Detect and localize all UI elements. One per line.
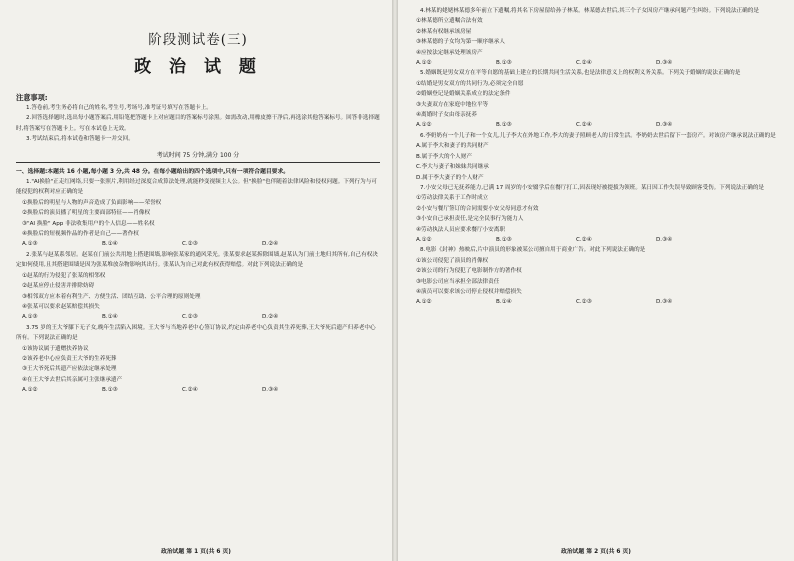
question-item: ②小安与餐厅签订的合同需要小安父母同意才有效: [416, 205, 539, 212]
question-item: ③林某德的子女均为第一顺序继承人: [416, 39, 505, 46]
question-item: ③王大爷死后其遗产应依法定继承处理: [22, 366, 117, 373]
question-item: ②婚姻登记是婚姻关系成立的法定条件: [416, 91, 511, 98]
question-item: ①结婚是男女双方的共同行为,必须完全自愿: [416, 80, 524, 87]
answer-option: D.②④: [262, 314, 279, 321]
question-stem: 3.75 岁的王大爷膝下无子女,晚年生活陷入困境。王大爷与当地养老中心签订协议,约定由养老中心负责其生养死葬,王大爷死后遗产归养老中心所有。下列说法正确的是: [16, 324, 376, 342]
question-stem: 4.林某的姥姥林某德多年前立下遗嘱,将其名下房屋留给孙子林某。林某德去世后,其三个子女因房产继承问题产生纠纷。下列说法正确的是: [420, 8, 759, 14]
question-item: ③夫妻双方在家庭中地位平等: [416, 101, 489, 108]
question: [410, 183, 780, 245]
question-item: ③"AI 换脸" App 非法收集用户的个人信息——姓名权: [22, 220, 155, 227]
question-stem: 7.小安父母已无抚养能力,已满 17 周岁的小安辍学后在餐厅打工,因表现好被提拔为领班。某日因工作失误导致顾客受伤。下列说法正确的是: [420, 184, 765, 191]
answer-option: C.②④: [576, 122, 592, 129]
question-item: ④张某可以要求赵某赔偿其损失: [22, 303, 100, 310]
answer-option: C.②④: [576, 236, 592, 243]
notice-item: 3.考试结束后,将本试卷和答题卡一并交回。: [26, 136, 134, 143]
answer-option: B.①④: [102, 241, 118, 248]
exam-info: 考试时间 75 分钟,满分 100 分: [156, 151, 240, 159]
question-item: A.属于李大和妻子的共同财产: [416, 143, 489, 150]
question: [410, 68, 780, 130]
answer-option: A.①②: [22, 387, 38, 394]
answer-option: D.③④: [656, 60, 673, 67]
question-item: ④在王大爷去世后其亲属可主张继承遗产: [22, 376, 123, 383]
answer-option: A.①②: [416, 60, 432, 67]
page-footer: 政治试题 第 2 页(共 6 页): [561, 549, 631, 555]
answer-option: C.②③: [576, 299, 592, 306]
question-item: ①该公司侵犯了演员的肖像权: [416, 257, 489, 264]
question-item: ④演员可以要求该公司停止侵权并赔偿损失: [416, 288, 522, 295]
notice-item: 1.答卷前,考生务必将自己的姓名,考生号,考场号,准考证号填写在答题卡上。: [26, 105, 212, 111]
question-item: ②该公司的行为侵犯了电影制作方的著作权: [416, 268, 522, 275]
question: [16, 177, 380, 250]
question: [410, 245, 780, 307]
answer-option: B.①③: [496, 236, 512, 243]
answer-option: C.②③: [182, 314, 198, 321]
question-stem: 6.李奶奶有一个儿子和一个女儿,儿子李大在外地工作,李大的妻子照顾老人的日常生活。李奶奶去世后留下一套房产。对该房产继承说法正确的是: [420, 132, 776, 139]
section-heading: 一、选择题:本题共 16 小题,每小题 3 分,共 48 分。在每小题给出的四个选项中,只有一项符合题目要求。: [16, 168, 290, 175]
question: [16, 323, 380, 396]
question-stem: 8.电影《封神》热映后,片中演员的形象被某公司擅自用于商业广告。对此下列说法正确的是: [420, 247, 646, 254]
answer-option: B.①③: [102, 387, 118, 394]
question-item: B.属于李大的个人财产: [416, 153, 472, 160]
question-stem: 2.张某与赵某系邻居。赵某在门前公共用地上搭建围墙,影响张某家的通风采光。张某要求赵某拆除围墙,赵某认为门前土地归其所有,自己有权决定如何使用,且其搭建围墙是因为张某堆放杂物影响其出行。张某认为自己对此有权获得赔偿。对此下列说法正确的是: [16, 251, 378, 269]
page-2: [404, 0, 788, 561]
exam-title: 阶段测试卷(三): [148, 32, 248, 48]
notice-heading: 注意事项:: [16, 93, 48, 102]
answer-option: B.①④: [496, 299, 512, 306]
answer-option: D.③④: [656, 236, 673, 243]
question-item: ④离婚时子女由母亲抚养: [416, 112, 477, 119]
question-item: C.李大与妻子和妹妹共同继承: [416, 164, 489, 171]
question-item: ②林某有权继承该房屋: [416, 28, 472, 35]
question-item: D.属于李大妻子的个人财产: [416, 174, 484, 181]
question-item: ②换脸后的演员播了明星的主要面部特征——肖像权: [22, 210, 151, 217]
question-item: ①赵某的行为侵犯了张某的相邻权: [22, 272, 106, 279]
answer-option: A.①②: [416, 122, 432, 129]
answer-option: C.②③: [182, 241, 198, 248]
question-item: ③电影公司应当承担全部法律责任: [416, 278, 500, 285]
question-item: ②该养老中心应负责王大爷的生养死葬: [22, 355, 117, 362]
answer-option: D.②④: [262, 241, 279, 248]
question-item: ④劳动执法人员应要求餐厅小安离职: [416, 226, 505, 233]
answer-option: A.①②: [416, 299, 432, 306]
page-gutter: [392, 0, 398, 561]
divider: [16, 162, 380, 163]
answer-option: C.②④: [182, 387, 198, 394]
answer-option: B.①③: [496, 60, 512, 67]
question-item: ①换脸后的明星与人物的声音造成了负面影响——荣誉权: [22, 199, 162, 206]
answer-option: B.①④: [102, 314, 118, 321]
exam-subject: 政 治 试 题: [134, 57, 262, 77]
answer-option: A.①③: [22, 241, 38, 248]
question-item: ③小安自己承担责任,是完全民事行为能力人: [416, 216, 524, 223]
question: [16, 250, 380, 323]
page-footer: 政治试题 第 1 页(共 6 页): [161, 549, 231, 555]
question-item: ②赵某应停止侵害并排除妨碍: [22, 283, 95, 290]
notice-item: 2.回答选择题时,选出每小题答案后,用铅笔把答题卡上对应题目的答案标号涂黑。如需改动,用橡皮擦干净后,再选涂其他答案标号。回答非选择题时,将答案写在答题卡上。写在本试卷上无效。: [16, 115, 380, 132]
question-item: ④应按法定继承处理该房产: [416, 49, 483, 56]
answer-option: C.②④: [576, 60, 592, 67]
question-item: ①该协议属于遗赠扶养协议: [22, 345, 89, 352]
question: [410, 6, 780, 68]
answer-option: B.①③: [496, 122, 512, 129]
question-stem: 1."AI换脸"正走红网络,只要一张照片,利用经过深度合成算法处理,就能秒变视频主人公。但"换脸"也伴随着法律风险和侵权问题。下列行为与可能侵犯的权利对应正确的是: [16, 179, 377, 196]
answer-option: A.①③: [22, 314, 38, 321]
question-item: ①劳动法律关系于工作时成立: [416, 195, 489, 202]
question-item: ④换脸后的短视频作品的作者是自己——著作权: [22, 231, 139, 238]
answer-option: A.①②: [416, 236, 432, 243]
page-1: [6, 0, 386, 561]
answer-option: D.③④: [656, 299, 673, 306]
question-stem: 5.婚姻既是男女双方在平等自愿的基础上建立的长期共同生活关系,也是法律意义上的权利义务关系。下列关于婚姻的说法正确的是: [420, 70, 741, 77]
question-item: ③相邻双方应本着有利生产、方便生活、团结互助、公平合理的原则处理: [22, 293, 201, 300]
question: [410, 131, 780, 183]
answer-option: D.③④: [262, 387, 279, 394]
question-item: ①林某德所立遗嘱合法有效: [416, 18, 483, 25]
answer-option: D.③④: [656, 122, 673, 129]
